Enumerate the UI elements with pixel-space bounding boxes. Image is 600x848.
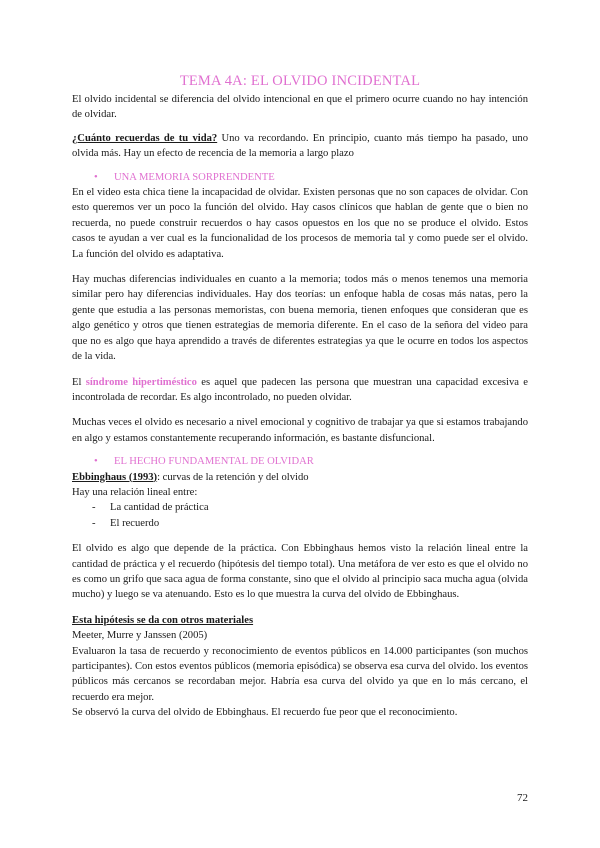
list-item — [92, 500, 528, 515]
subheading-hipotesis — [72, 613, 528, 628]
list-item — [92, 516, 528, 531]
paragraph-practica: El olvido es algo que depende de la práctica. Con Ebbinghaus hemos visto la relación lineal entre la cantidad de práctica y el recuerdo (hipótesis del tiempo total). Una metáfora de ver esto es que el olvido no es como un grifo que saca agua de forma constante, sino que el olvido al principio saca mucha agua (olvida mucho) y luego se va atenuando. Esto es lo que muestra la curva del olvido de Ebbinghaus. — [72, 543, 528, 601]
authors-line: Meeter, Murre y Janssen (2005) — [72, 630, 208, 642]
ebbinghaus-label: Ebbinghaus (1993) — [72, 471, 158, 483]
section-heading-text: UNA MEMORIA SORPRENDENTE — [114, 171, 275, 183]
sindrome-term: síndrome hipertiméstico — [85, 376, 197, 388]
page-number: 72 — [517, 792, 528, 804]
section-heading-hecho — [94, 454, 528, 469]
relation-line: Hay una relación lineal entre: — [72, 486, 198, 498]
bullet-icon: • — [94, 171, 98, 183]
paragraph-evaluaron: Evaluaron la tasa de recuerdo y reconocimiento de eventos públicos en 14.000 participantes (son muchos participantes). Con estos eventos públicos (memoria episódica) se observa esa curva del olvido. los eventos públicos más cercanos se recordaban mejor. Habría esa curva del olvido ya que en lo más cercano, el recuerdo era mejor. — [72, 645, 528, 703]
subheading-text: Esta hipótesis se da con otros materiales — [72, 614, 254, 626]
page-content — [72, 72, 528, 721]
question-text: Uno va recordando. En principio, cuanto más tiempo ha pasado, uno olvida más. Hay un efecto de recencia de la memoria a largo plazo — [72, 132, 528, 160]
list-item-text: El recuerdo — [110, 517, 160, 529]
sindrome-post: es aquel que padecen las persona que muestran una capacidad excesiva e incontrolada de recordar. Es algo incontrolado, no pueden olvidar. — [72, 376, 528, 403]
list-item-text: La cantidad de práctica — [110, 502, 209, 514]
paragraph-sindrome — [72, 375, 528, 406]
dash-marker: - — [92, 502, 96, 514]
intro-paragraph: El olvido incidental se diferencia del olvido intencional en que el primero ocurre cuando no hay intención de olvidar. — [72, 94, 528, 121]
ebbinghaus-text: : curvas de la retención y del olvido — [157, 471, 309, 483]
question-label: ¿Cuánto recuerdas de tu vida? — [72, 132, 218, 144]
paragraph-olvido-necesario: Muchas veces el olvido es necesario a nivel emocional y cognitivo de trabajar ya que si estamos trabajando en algo y estamos constantemente recuperando información, es bastante disfuncional. — [72, 417, 528, 444]
dash-marker: - — [92, 517, 96, 529]
paragraph-conclusion: Se observó la curva del olvido de Ebbinghaus. El recuerdo fue peor que el reconocimiento. — [72, 707, 458, 719]
ebbinghaus-line — [72, 470, 528, 485]
bullet-icon: • — [94, 456, 98, 468]
paragraph-individual-differences: Hay muchas diferencias individuales en cuanto a la memoria; todos más o menos tenemos una memoria similar pero hay diferencias individuales. Hay dos teorías: un enfoque habla de cosas más natas, pero la gente que estudia a las personas memoristas, con buena memoria, tienen enfoques que consideran que es algo genético y otros que tienen estrategias de memoria diferente. En el caso de la señora del video para que no es algo que haya aprendido a través de diferentes estrategias ya que le ocurre en todos los aspectos de la vida. — [72, 274, 528, 363]
question-paragraph — [72, 131, 528, 162]
section-heading-memoria — [94, 170, 528, 185]
paragraph-video: En el video esta chica tiene la incapacidad de olvidar. Existen personas que no son capaces de olvidar. Con esto queremos ver un poco la función del olvido. Hay casos clínicos que hablan de gente que o bien no recuerda, no puede construir recuerdos o hay casos opuestos en los que no se produce el olvido. Estos casos te ayudan a ver cual es la funcionalidad de los procesos de memoria tal y como puede ser el olvido. La función del olvido es adaptativa. — [72, 187, 528, 260]
page-title: TEMA 4A: EL OLVIDO INCIDENTAL — [179, 73, 421, 89]
sindrome-pre: El — [72, 376, 86, 388]
relation-list — [72, 500, 528, 531]
section-heading-text: EL HECHO FUNDAMENTAL DE OLVIDAR — [114, 456, 314, 468]
